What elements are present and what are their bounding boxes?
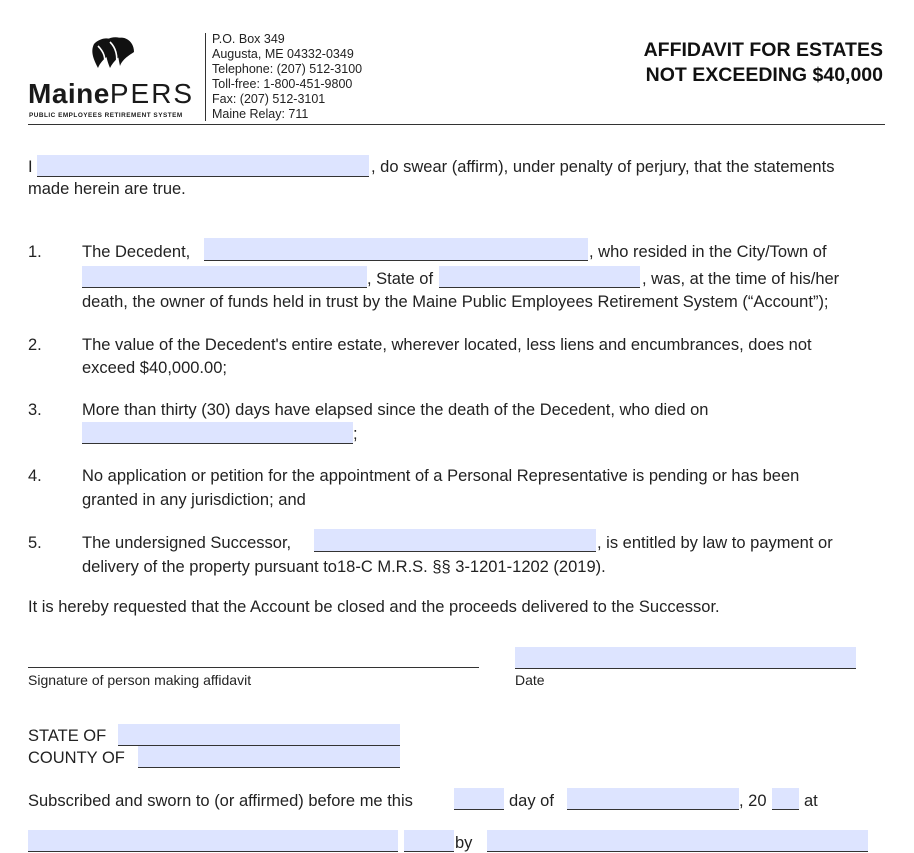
address-line: P.O. Box 349: [212, 32, 285, 46]
form-title-line1: AFFIDAVIT FOR ESTATES: [643, 39, 883, 61]
decedent-name-field[interactable]: [204, 238, 588, 261]
item1-text-e: death, the owner of funds held in trust by the Maine Public Employees Retirement System (“Account”);: [82, 293, 829, 311]
item2-line1: The value of the Decedent's entire estate, wherever located, less liens and encumbrances, does not: [82, 336, 812, 354]
intro-suffix: , do swear (affirm), under penalty of perjury, that the statements: [371, 158, 835, 176]
intro-prefix: I: [28, 158, 33, 176]
signature-label: Signature of person making affidavit: [28, 672, 252, 688]
intro-line2: made herein are true.: [28, 180, 186, 198]
address-block: [212, 32, 362, 122]
item1-text-b: , who resided in the City/Town of: [589, 243, 827, 261]
item-number: 1.: [28, 243, 42, 261]
date-label: Date: [515, 672, 545, 688]
item4-line2: granted in any jurisdiction; and: [82, 491, 306, 509]
county-of-label: COUNTY OF: [28, 749, 125, 767]
notary-county-field[interactable]: [138, 746, 400, 768]
day-of-label: day of: [509, 792, 554, 810]
city-town-field[interactable]: [82, 266, 367, 288]
item-number: 4.: [28, 467, 42, 485]
item-number: 2.: [28, 336, 42, 354]
item3-after: ;: [353, 425, 358, 443]
successor-name-field[interactable]: [314, 529, 596, 552]
item5-text-b: , is entitled by law to payment or: [597, 534, 833, 552]
sworn-location-field[interactable]: [28, 830, 398, 852]
address-line: Augusta, ME 04332-0349: [212, 47, 354, 61]
signature-line: [28, 667, 479, 668]
sworn-extra-field[interactable]: [404, 830, 454, 852]
form-title-line2: NOT EXCEEDING $40,000: [645, 64, 883, 86]
item1-text-c: , State of: [367, 270, 434, 288]
address-line: Maine Relay: 711: [212, 107, 309, 121]
logo-pers: PERS: [109, 78, 195, 109]
logo-tagline: PUBLIC EMPLOYEES RETIREMENT SYSTEM: [29, 112, 183, 119]
state-field[interactable]: [439, 266, 640, 288]
mainepers-logo: [28, 34, 200, 124]
item1-text-d: , was, at the time of his/her: [642, 270, 840, 288]
affiant-name-field[interactable]: [37, 155, 369, 177]
sworn-day-field[interactable]: [454, 788, 504, 810]
header-rule: [28, 124, 885, 125]
state-of-label: STATE OF: [28, 727, 107, 745]
date-of-death-field[interactable]: [82, 422, 353, 444]
item2-line2: exceed $40,000.00;: [82, 359, 227, 377]
item-number: 5.: [28, 534, 42, 552]
at-label: at: [804, 792, 818, 810]
item5-text-a: The undersigned Successor,: [82, 534, 292, 552]
by-label: by: [455, 834, 473, 852]
sworn-prefix: Subscribed and sworn to (or affirmed) before me this: [28, 792, 413, 810]
address-line: Fax: (207) 512-3101: [212, 92, 326, 106]
date-field[interactable]: [515, 647, 856, 669]
item-number: 3.: [28, 401, 42, 419]
item3-line1: More than thirty (30) days have elapsed since the death of the Decedent, who died on: [82, 401, 709, 419]
item4-line1: No application or petition for the appointment of a Personal Representative is pending or has been: [82, 467, 800, 485]
logo-maine: Maine: [28, 78, 110, 109]
address-divider: [205, 33, 206, 121]
form-title: [644, 38, 883, 88]
sworn-month-field[interactable]: [567, 788, 739, 810]
address-line: Telephone: (207) 512-3100: [212, 62, 363, 76]
item5-line2: delivery of the property pursuant to18-C M.R.S. §§ 3-1201-1202 (2019).: [82, 558, 606, 576]
request-statement: It is hereby requested that the Account be closed and the proceeds delivered to the Successor.: [28, 598, 720, 616]
sworn-year-field[interactable]: [772, 788, 799, 810]
leaf-logo-icon: [88, 34, 136, 70]
year-prefix: , 20: [739, 792, 767, 810]
notary-state-field[interactable]: [118, 724, 400, 746]
sworn-by-field[interactable]: [487, 830, 868, 852]
item1-text-a: The Decedent,: [82, 243, 191, 261]
address-line: Toll-free: 1-800-451-9800: [212, 77, 353, 91]
